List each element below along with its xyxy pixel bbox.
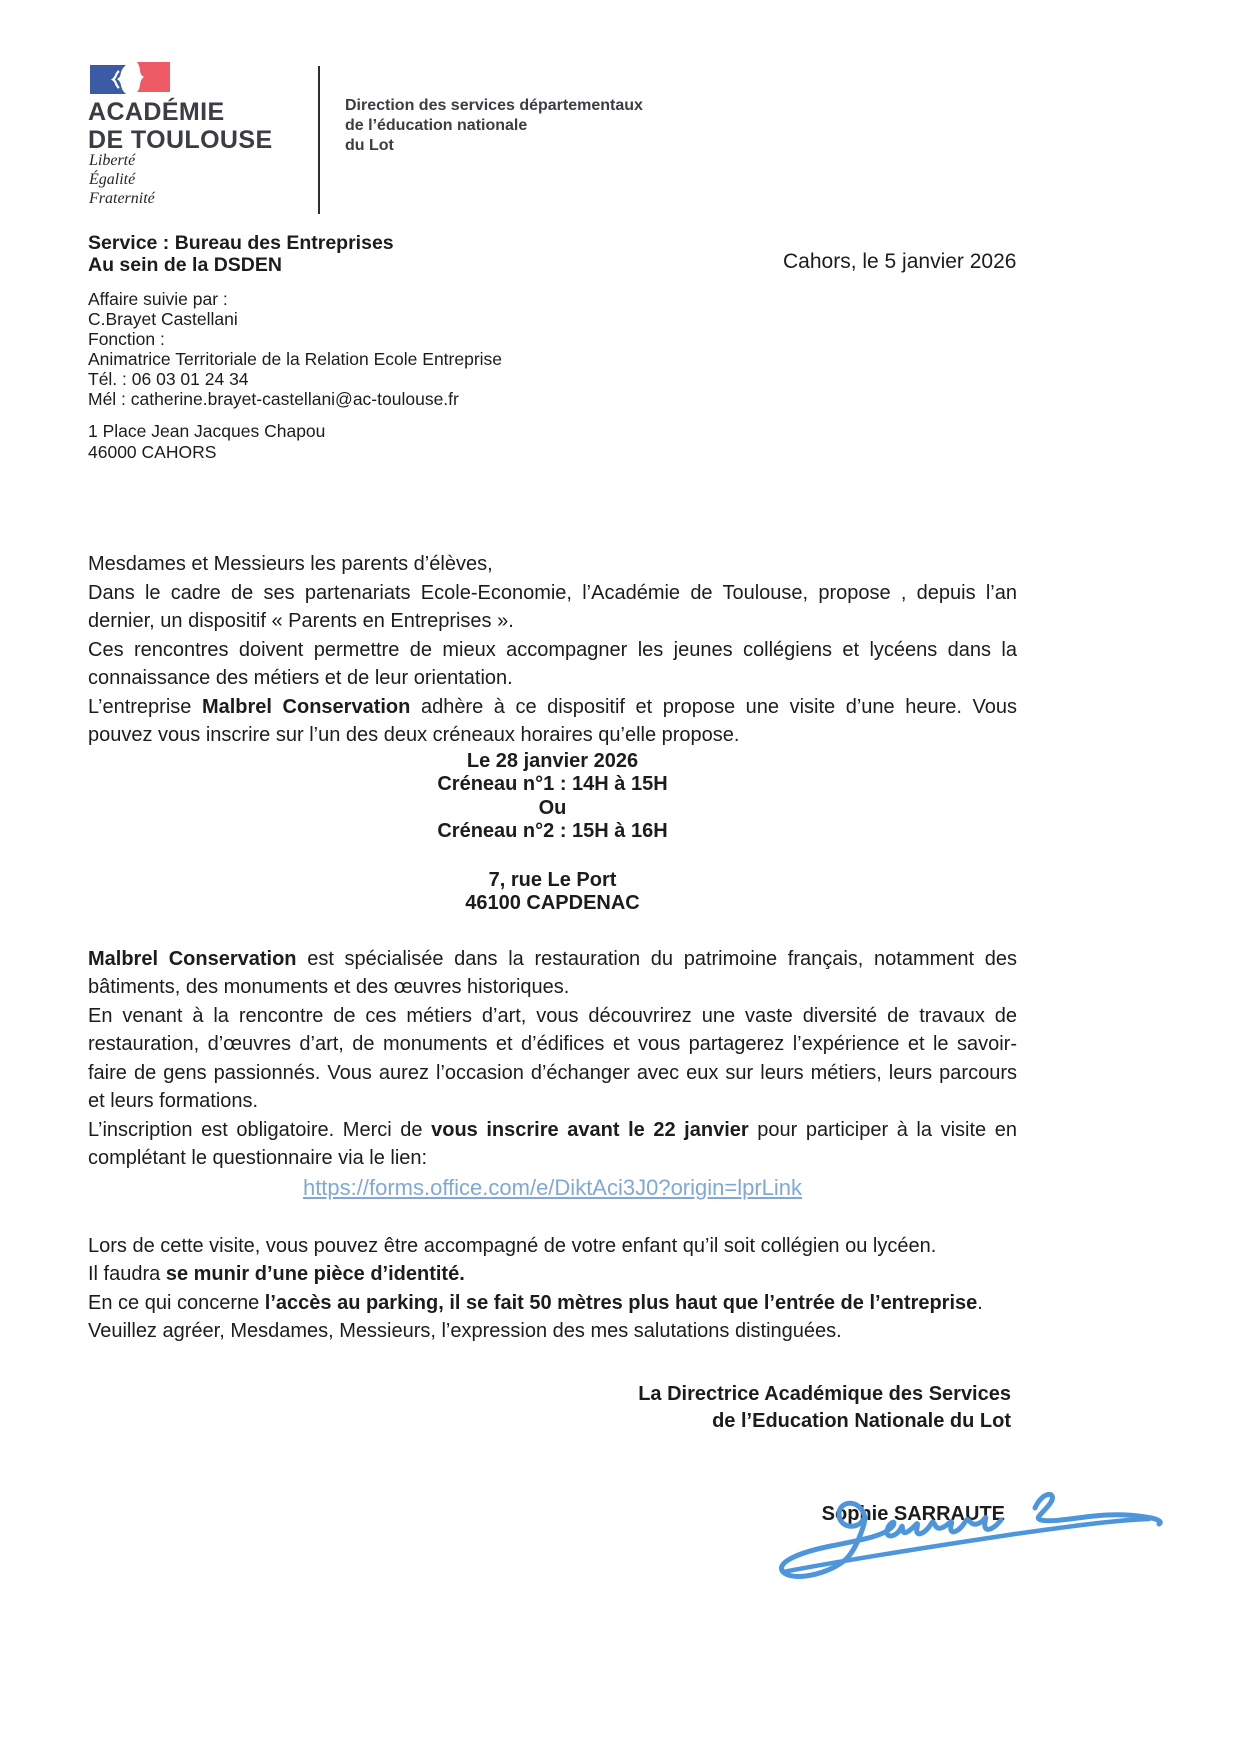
- schedule-slot1: Créneau n°1 : 14H à 15H: [437, 773, 668, 795]
- paragraph-entreprise: [88, 693, 1017, 750]
- visit-street: 7, rue Le Port: [488, 868, 617, 891]
- schedule-or: Ou: [538, 796, 567, 819]
- academy-line1: ACADÉMIE: [88, 98, 225, 126]
- signup-link[interactable]: https://forms.office.com/e/DiktAci3J0?origin=lprLink: [302, 1174, 803, 1200]
- paragraph-rencontres: Ces rencontres doivent permettre de mieux accompagner les jeunes collégiens et lycéens dans la connaissance des métiers et de leur orientation.: [88, 638, 1017, 689]
- contact-followed-by: Affaire suivie par :: [88, 289, 228, 309]
- letter-body: [88, 550, 1017, 1528]
- p6-line2: [88, 1260, 1017, 1289]
- salutation: Mesdames et Messieurs les parents d’élèves,: [88, 553, 493, 575]
- p3-run2: adhère à ce dispositif et propose une visite d’une heure. Vous pouvez vous inscrire sur l’un des deux créneaux horaires qu’elle propose.: [88, 695, 1017, 746]
- direction-line2: de l’éducation nationale: [345, 117, 528, 134]
- sender-street: 1 Place Jean Jacques Chapou: [88, 421, 326, 441]
- p5-deadline-bold: vous inscrire avant le 22 janvier: [431, 1118, 749, 1141]
- direction-line3: du Lot: [345, 137, 394, 154]
- signatory-title-line1: La Directrice Académique des Services: [638, 1382, 1011, 1405]
- p3-run1: L’entreprise: [88, 695, 202, 718]
- motto-liberte: Liberté: [89, 152, 136, 169]
- motto-egalite: Égalité: [89, 171, 136, 188]
- visit-address-block: [88, 869, 1017, 916]
- sender-address: [88, 421, 325, 462]
- paragraph-inscription: [88, 1116, 1017, 1173]
- academy-line2: DE TOULOUSE: [88, 126, 273, 154]
- p3-company-bold: Malbrel Conservation: [201, 695, 411, 718]
- contact-email: Mél : catherine.brayet-castellani@ac-toulouse.fr: [88, 389, 459, 409]
- paragraph-company-description: [88, 945, 1017, 1002]
- service-block: [88, 232, 394, 276]
- p6-line3: [88, 1289, 1017, 1318]
- p4-run1: est spécialisée dans la restauration du patrimoine français, notamment des bâtiments, des monuments et des œuvres historiques.: [88, 947, 1017, 998]
- header-divider: [318, 66, 320, 214]
- p6-id-bold: se munir d’une pièce d’identité.: [165, 1263, 465, 1285]
- signatory-name: Sophie SARRAUTE: [821, 1502, 1005, 1525]
- sender-city: 46000 CAHORS: [88, 441, 217, 462]
- service-line1: Service : Bureau des Entreprises: [88, 232, 394, 254]
- signup-link-line: [88, 1173, 1017, 1203]
- motto-fraternite: Fraternité: [89, 190, 155, 207]
- academy-name: [88, 98, 273, 154]
- p6-line2-run1: Il faudra: [88, 1263, 166, 1285]
- direction-text: [345, 96, 643, 156]
- contact-block: [88, 289, 502, 409]
- paragraph-metiers-art: En venant à la rencontre de ces métiers d’art, vous découvrirez une vaste diversité de travaux de restauration, d’œuvres d’art, de monuments et d’édifices et vous partagerez l’expérience et le savoir-faire de gens passionnés. Vous aurez l’occasion d’échanger avec eux sur leurs métiers, leurs parcours et leurs formations.: [88, 1004, 1017, 1112]
- contact-function-label: Fonction :: [88, 329, 165, 349]
- paragraph-practical-info: [88, 1232, 1017, 1318]
- contact-phone: Tél. : 06 03 01 24 34: [88, 369, 249, 389]
- contact-person: C.Brayet Castellani: [88, 309, 238, 329]
- direction-line1: Direction des services départementaux: [345, 97, 643, 114]
- p6-line3-run1: En ce qui concerne: [88, 1291, 265, 1314]
- paragraph-dispositif: Dans le cadre de ses partenariats Ecole-Economie, l’Académie de Toulouse, propose , depuis l’an dernier, un dispositif « Parents en Entreprises ».: [88, 581, 1017, 632]
- signatory-title-line2: de l’Education Nationale du Lot: [712, 1409, 1011, 1432]
- republic-motto: [89, 151, 155, 208]
- p6-parking-bold: l’accès au parking, il se fait 50 mètres plus haut que l’entrée de l’entreprise: [264, 1291, 978, 1314]
- schedule-block: [88, 750, 1017, 844]
- schedule-date: Le 28 janvier 2026: [466, 749, 639, 772]
- p5-run2: pour participer à la visite en complétant le questionnaire via le lien:: [88, 1118, 1017, 1169]
- date-line: Cahors, le 5 janvier 2026: [783, 250, 1017, 273]
- p6-line1: Lors de cette visite, vous pouvez être accompagné de votre enfant qu’il soit collégien ou lycéen.: [88, 1234, 937, 1257]
- signatory-title: [88, 1381, 1017, 1435]
- p4-company-bold: Malbrel Conservation: [88, 947, 297, 970]
- contact-function-value: Animatrice Territoriale de la Relation Ecole Entreprise: [88, 349, 503, 369]
- schedule-slot2: Créneau n°2 : 15H à 16H: [437, 820, 668, 842]
- handwritten-signature-icon: [735, 1486, 1175, 1581]
- p6-line3-run2: .: [977, 1291, 983, 1314]
- service-line2: Au sein de la DSDEN: [88, 254, 282, 276]
- french-flag-marianne-icon: [88, 60, 176, 100]
- closing-line: Veuillez agréer, Mesdames, Messieurs, l’expression des mes salutations distinguées.: [88, 1320, 842, 1342]
- p5-run1: L’inscription est obligatoire. Merci de: [88, 1118, 432, 1141]
- visit-city: 46100 CAPDENAC: [465, 892, 640, 914]
